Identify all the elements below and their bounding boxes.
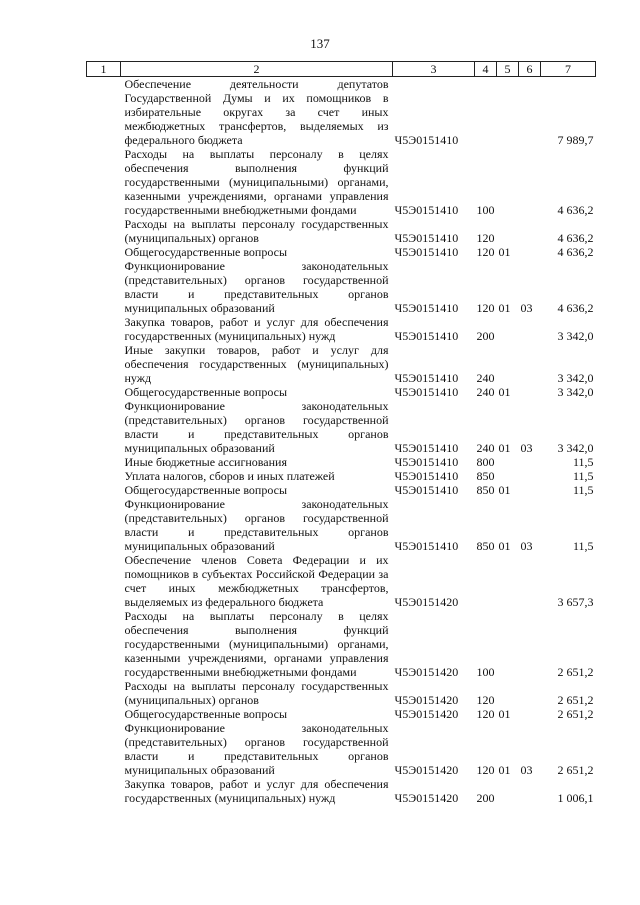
cell-target-code: Ч5Э0151420	[394, 595, 459, 609]
cell-expense-type: 120	[476, 763, 495, 777]
cell-amount: 7 989,7	[557, 133, 594, 147]
cell-name: Закупка товаров, работ и услуг для обеспечения государственных (муниципальных) нужд	[124, 315, 389, 343]
cell-amount: 4 636,2	[557, 231, 594, 245]
cell-expense-type: 120	[476, 707, 495, 721]
cell-amount: 3 342,0	[557, 385, 594, 399]
cell-section: 01	[498, 245, 511, 259]
cell-index	[87, 343, 121, 385]
cell-subsection	[519, 217, 541, 245]
cell-name: Иные закупки товаров, работ и услуг для обеспечения государственных (муниципальных) нужд	[124, 343, 389, 385]
cell-section	[497, 679, 519, 707]
cell-name: Обеспечение членов Совета Федерации и их помощников в субъектах Российской Федерации за счет иных межбюджетных трансфертов, выделяемых из федерального бюджета	[124, 553, 389, 609]
cell-target-code: Ч5Э0151410	[394, 301, 459, 315]
cell-section	[497, 469, 519, 483]
cell-amount: 3 342,0	[557, 441, 594, 455]
cell-subsection	[519, 553, 541, 609]
cell-index	[87, 399, 121, 455]
cell-section	[497, 343, 519, 385]
cell-name: Функционирование законодательных (представительных) органов государственной власти и представительных органов муниципальных образований	[124, 399, 389, 455]
table-row	[87, 217, 596, 245]
cell-index	[87, 455, 121, 469]
cell-section	[497, 147, 519, 217]
cell-name: Расходы на выплаты персоналу государственных (муниципальных) органов	[124, 217, 389, 245]
cell-amount: 11,5	[572, 539, 594, 553]
cell-subsection	[519, 385, 541, 399]
column-header-3: 3	[393, 62, 475, 77]
cell-name: Расходы на выплаты персоналу в целях обеспечения выполнения функций государственными (муниципальными) органами, казенными учреждениями, органами управления государственными внебюджетными фондами	[124, 609, 389, 679]
cell-name: Расходы на выплаты персоналу государственных (муниципальных) органов	[124, 679, 389, 707]
cell-section: 01	[498, 441, 511, 455]
table-row	[87, 721, 596, 777]
cell-subsection	[519, 777, 541, 805]
cell-index	[87, 553, 121, 609]
cell-expense-type: 200	[476, 791, 495, 805]
budget-table	[86, 61, 596, 805]
cell-index	[87, 469, 121, 483]
table-row	[87, 343, 596, 385]
cell-section	[497, 217, 519, 245]
table-row	[87, 455, 596, 469]
cell-index	[87, 679, 121, 707]
cell-index	[87, 609, 121, 679]
column-header-5: 5	[497, 62, 519, 77]
cell-name: Общегосударственные вопросы	[124, 707, 288, 721]
cell-target-code: Ч5Э0151410	[394, 203, 459, 217]
table-row	[87, 483, 596, 497]
cell-amount: 4 636,2	[557, 301, 594, 315]
cell-index	[87, 217, 121, 245]
cell-index	[87, 497, 121, 553]
cell-section	[497, 777, 519, 805]
table-row	[87, 399, 596, 455]
table-row	[87, 77, 596, 148]
table-row	[87, 315, 596, 343]
cell-section: 01	[498, 539, 511, 553]
cell-subsection	[519, 343, 541, 385]
table-row	[87, 245, 596, 259]
cell-name: Уплата налогов, сборов и иных платежей	[124, 469, 335, 483]
table-row	[87, 497, 596, 553]
table-row	[87, 259, 596, 315]
cell-name: Общегосударственные вопросы	[124, 245, 288, 259]
cell-target-code: Ч5Э0151410	[394, 133, 459, 147]
cell-name: Функционирование законодательных (представительных) органов государственной власти и представительных органов муниципальных образований	[124, 497, 389, 553]
cell-name: Функционирование законодательных (представительных) органов государственной власти и представительных органов муниципальных образований	[124, 259, 389, 315]
column-header-4: 4	[475, 62, 497, 77]
cell-section: 01	[498, 483, 511, 497]
cell-amount: 2 651,2	[557, 693, 594, 707]
cell-subsection: 03	[520, 441, 533, 455]
cell-expense-type	[475, 553, 497, 609]
cell-section	[497, 455, 519, 469]
cell-subsection	[519, 77, 541, 148]
cell-section: 01	[498, 707, 511, 721]
cell-target-code: Ч5Э0151420	[394, 791, 459, 805]
cell-target-code: Ч5Э0151410	[394, 231, 459, 245]
cell-name: Расходы на выплаты персоналу в целях обеспечения выполнения функций государственными (муниципальными) органами, казенными учреждениями, органами управления государственными внебюджетными фондами	[124, 147, 389, 217]
cell-name: Общегосударственные вопросы	[124, 483, 288, 497]
cell-target-code: Ч5Э0151410	[394, 385, 459, 399]
cell-name: Обеспечение деятельности депутатов Государственной Думы и их помощников в избирательные округах за счет иных межбюджетных трансфертов, выделяемых из федерального бюджета	[124, 77, 389, 147]
cell-subsection	[519, 455, 541, 469]
cell-index	[87, 707, 121, 721]
cell-amount: 11,5	[572, 455, 594, 469]
table-row	[87, 707, 596, 721]
cell-expense-type: 800	[476, 455, 495, 469]
cell-target-code: Ч5Э0151410	[394, 455, 459, 469]
cell-amount: 3 342,0	[557, 329, 594, 343]
cell-target-code: Ч5Э0151410	[394, 539, 459, 553]
cell-expense-type: 120	[476, 231, 495, 245]
cell-subsection	[519, 707, 541, 721]
cell-section	[497, 315, 519, 343]
cell-subsection	[519, 609, 541, 679]
table-row	[87, 385, 596, 399]
cell-subsection: 03	[520, 301, 533, 315]
cell-target-code: Ч5Э0151420	[394, 665, 459, 679]
cell-target-code: Ч5Э0151420	[394, 693, 459, 707]
cell-expense-type: 850	[476, 469, 495, 483]
cell-amount: 3 657,3	[557, 595, 594, 609]
cell-name: Закупка товаров, работ и услуг для обеспечения государственных (муниципальных) нужд	[124, 777, 389, 805]
table-row	[87, 609, 596, 679]
table-row	[87, 553, 596, 609]
cell-index	[87, 315, 121, 343]
cell-name: Общегосударственные вопросы	[124, 385, 288, 399]
cell-target-code: Ч5Э0151410	[394, 329, 459, 343]
cell-target-code: Ч5Э0151420	[394, 763, 459, 777]
column-header-1: 1	[87, 62, 121, 77]
cell-index	[87, 385, 121, 399]
cell-subsection	[519, 315, 541, 343]
cell-expense-type: 240	[476, 371, 495, 385]
cell-expense-type: 240	[476, 441, 495, 455]
cell-index	[87, 259, 121, 315]
cell-index	[87, 483, 121, 497]
cell-section: 01	[498, 763, 511, 777]
cell-expense-type: 100	[476, 203, 495, 217]
cell-amount: 11,5	[572, 483, 594, 497]
column-header-6: 6	[519, 62, 541, 77]
cell-subsection: 03	[520, 763, 533, 777]
cell-section	[497, 77, 519, 148]
table-row	[87, 777, 596, 805]
cell-amount: 1 006,1	[557, 791, 594, 805]
cell-amount: 2 651,2	[557, 763, 594, 777]
cell-index	[87, 77, 121, 148]
cell-subsection	[519, 469, 541, 483]
cell-expense-type: 120	[476, 245, 495, 259]
cell-section: 01	[498, 385, 511, 399]
cell-subsection: 03	[520, 539, 533, 553]
cell-expense-type: 120	[476, 301, 495, 315]
cell-target-code: Ч5Э0151410	[394, 483, 459, 497]
cell-amount: 11,5	[572, 469, 594, 483]
cell-subsection	[519, 147, 541, 217]
cell-section: 01	[498, 301, 511, 315]
table-body	[87, 77, 596, 806]
cell-target-code: Ч5Э0151410	[394, 469, 459, 483]
cell-subsection	[519, 483, 541, 497]
cell-target-code: Ч5Э0151410	[394, 441, 459, 455]
cell-amount: 4 636,2	[557, 203, 594, 217]
cell-section	[497, 553, 519, 609]
cell-expense-type: 240	[476, 385, 495, 399]
cell-expense-type	[475, 77, 497, 148]
cell-index	[87, 245, 121, 259]
cell-expense-type: 120	[476, 693, 495, 707]
cell-index	[87, 777, 121, 805]
cell-amount: 3 342,0	[557, 371, 594, 385]
cell-name: Функционирование законодательных (представительных) органов государственной власти и представительных органов муниципальных образований	[124, 721, 389, 777]
page-number: 137	[310, 36, 330, 51]
cell-subsection	[519, 245, 541, 259]
table-header-row	[87, 62, 596, 77]
cell-amount: 4 636,2	[557, 245, 594, 259]
cell-expense-type: 200	[476, 329, 495, 343]
cell-target-code: Ч5Э0151420	[394, 707, 459, 721]
table-row	[87, 679, 596, 707]
cell-amount: 2 651,2	[557, 665, 594, 679]
cell-expense-type: 100	[476, 665, 495, 679]
cell-section	[497, 609, 519, 679]
cell-expense-type: 850	[476, 483, 495, 497]
column-header-2: 2	[121, 62, 393, 77]
cell-name: Иные бюджетные ассигнования	[124, 455, 287, 469]
cell-index	[87, 721, 121, 777]
table-row	[87, 147, 596, 217]
table-row	[87, 469, 596, 483]
cell-target-code: Ч5Э0151410	[394, 245, 459, 259]
column-header-7: 7	[541, 62, 596, 77]
cell-amount: 2 651,2	[557, 707, 594, 721]
cell-target-code: Ч5Э0151410	[394, 371, 459, 385]
cell-subsection	[519, 679, 541, 707]
cell-index	[87, 147, 121, 217]
cell-expense-type: 850	[476, 539, 495, 553]
